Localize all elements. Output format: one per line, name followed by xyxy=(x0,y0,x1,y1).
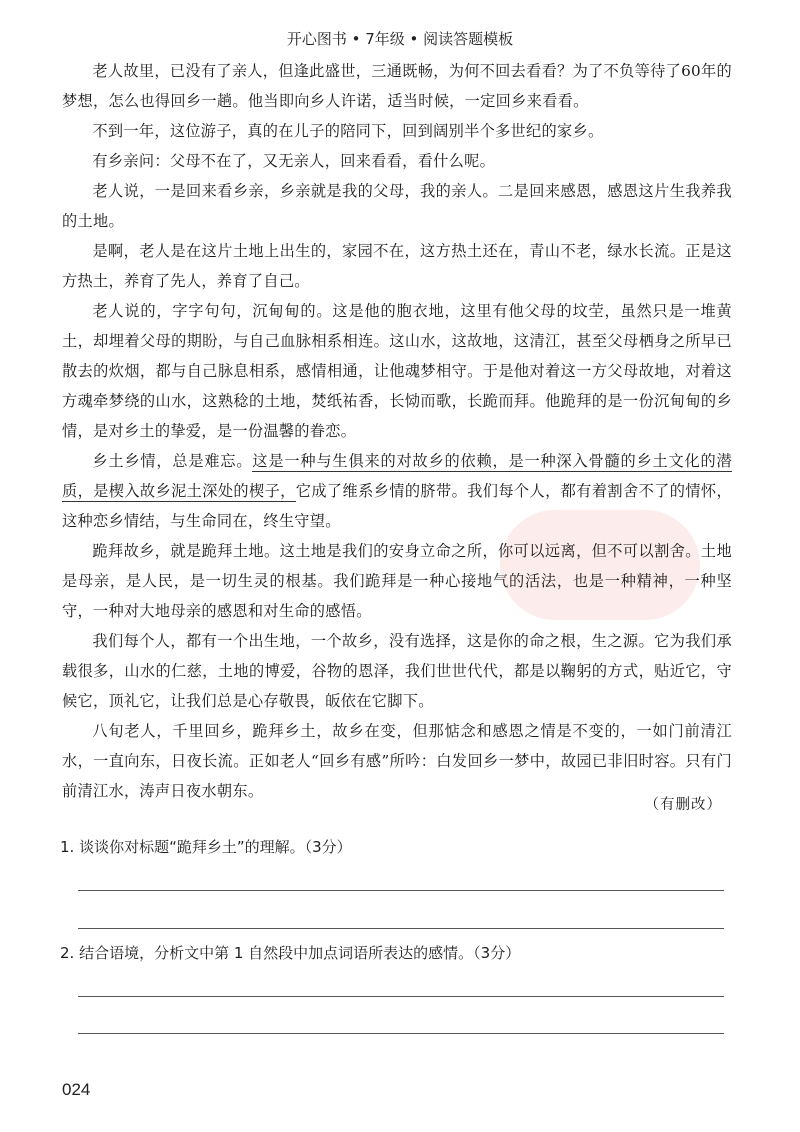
answer-line[interactable] xyxy=(78,1033,724,1034)
paragraph-9: 我们每个人，都有一个出生地，一个故乡，没有选择，这是你的命之根，生之源。它为我们承载很多，山水的仁慈，土地的博爱，谷物的恩泽，我们世世代代，都是以鞠躬的方式，贴近它，守候它，顶礼它，让我们总是心存敬畏，皈依在它脚下。 xyxy=(62,632,732,710)
page-header: 开心图书 • 7年级 • 阅读答题模板 xyxy=(286,30,514,48)
paragraph-7-lead: 乡土乡情，总是难忘。 xyxy=(92,452,253,470)
question-1: 1. 谈谈你对标题“跪拜乡土”的理解。（3分） xyxy=(60,838,352,856)
underlined-sentence: 这是一种与生俱来的对故乡的依赖，是一种深入骨髓的乡土文化的潜质，是楔入故乡泥土深处的楔子， xyxy=(62,452,732,500)
question-2: 2. 结合语境，分析文中第 1 自然段中加点词语所表达的感情。（3分） xyxy=(60,944,521,962)
paragraph-5: 是啊，老人是在这片土地上出生的，家园不在，这方热土还在，青山不老，绿水长流。正是这方热土，养育了先人，养育了自己。 xyxy=(62,242,732,290)
source-note: （有删改） xyxy=(644,797,722,813)
paragraph-6: 老人说的，字字句句，沉甸甸的。这是他的胞衣地，这里有他父母的坟茔，虽然只是一堆黄土，却埋着父母的期盼，与自己血脉相系相连。这山水，这故地，这清江，甚至父母栖身之所早已散去的炊烟，都与自己脉息相系，感情相通，让他魂梦相守。于是他对着这一方父母故地，对着这方魂牵梦绕的山水，这熟稔的土地，焚纸祐香，长恸而歌，长跪而拜。他跪拜的是一份沉甸甸的乡情，是对乡土的挚爱，是一份温馨的眷恋。 xyxy=(62,302,732,440)
answer-line[interactable] xyxy=(78,890,724,891)
answer-line[interactable] xyxy=(78,928,724,929)
paragraph-1: 老人故里，已没有了亲人，但逢此盛世，三通既畅，为何不回去看看？为了不负等待了60年的梦想，怎么也得回乡一趟。他当即向乡人许诺，适当时候，一定回乡来看看。 xyxy=(62,62,732,110)
paragraph-3: 有乡亲问：父母不在了，又无亲人，回来看看，看什么呢。 xyxy=(92,152,496,170)
paragraph-7 xyxy=(62,446,732,536)
paragraph-2: 不到一年，这位游子，真的在儿子的陪同下，回到阔别半个多世纪的家乡。 xyxy=(92,122,604,140)
paragraph-10: 八旬老人，千里回乡，跪拜乡土，故乡在变，但那惦念和感恩之情是不变的，一如门前清江水，一直向东，日夜长流。正如老人“回乡有感”所吟：白发回乡一梦中，故园已非旧时容。只有门前清江水，涛声日夜水朝东。 xyxy=(62,722,732,800)
reading-passage xyxy=(62,56,732,806)
page-number: 024 xyxy=(62,1080,91,1099)
paragraph-8: 跪拜故乡，就是跪拜土地。这土地是我们的安身立命之所，你可以远离，但不可以割舍。土地是母亲，是人民，是一切生灵的根基。我们跪拜是一种心接地气的活法，也是一种精神，一种坚守，一种对大地母亲的感恩和对生命的感悟。 xyxy=(62,542,732,620)
paragraph-4: 老人说，一是回来看乡亲，乡亲就是我的父母，我的亲人。二是回来感恩，感恩这片生我养我的土地。 xyxy=(62,182,732,230)
paragraph-7-tail: 它成了维系乡情的脐带。我们每个人，都有着割舍不了的情怀，这种恋乡情结，与生命同在，终生守望。 xyxy=(62,482,733,530)
answer-line[interactable] xyxy=(78,996,724,997)
